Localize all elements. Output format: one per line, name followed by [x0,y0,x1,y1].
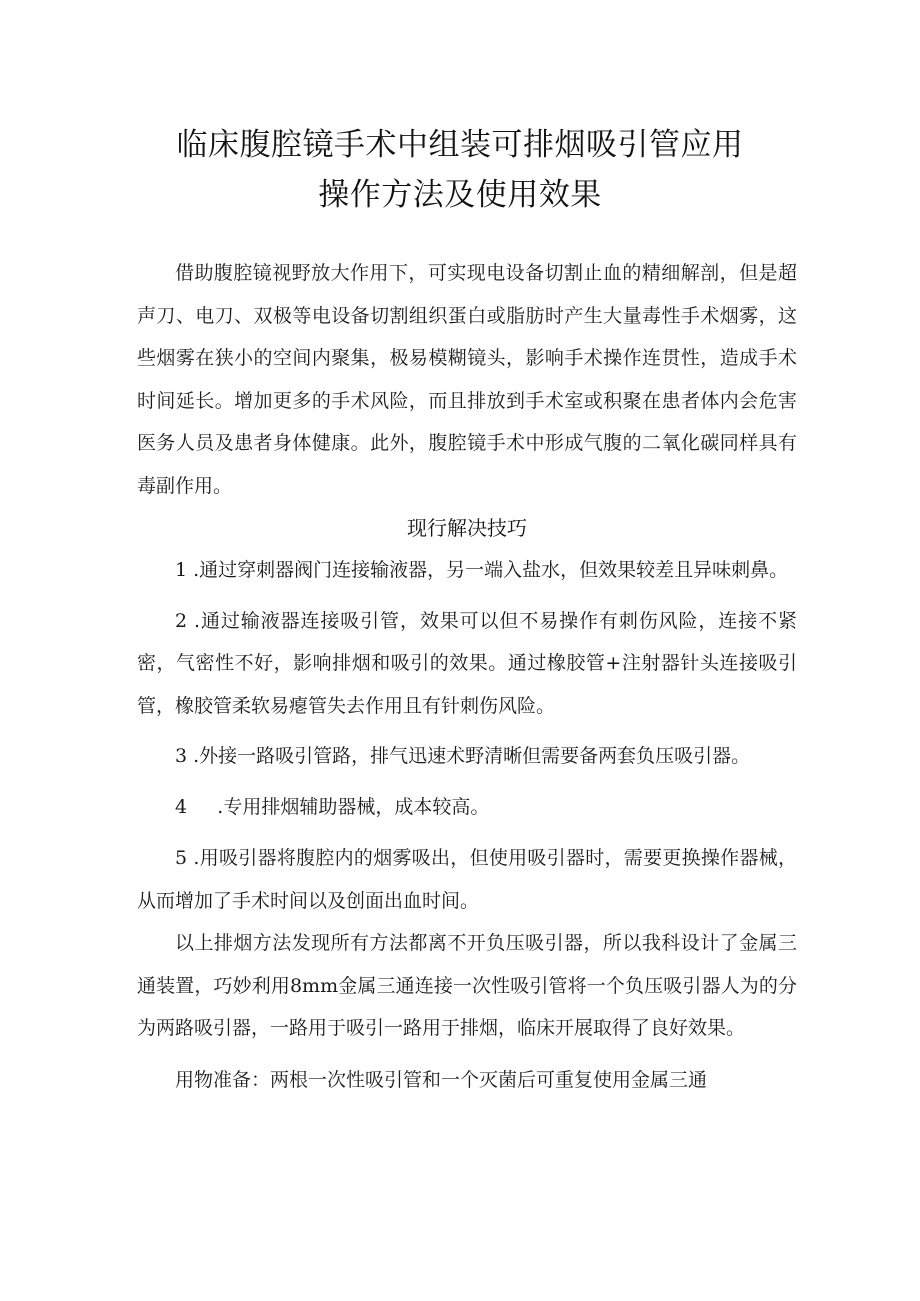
list-item-1: 1 .通过穿刺器阀门连接输液器，另一端入盐水，但效果较差且异味刺鼻。 [175,559,789,581]
materials-paragraph: 用物准备：两根一次性吸引管和一个灭菌后可重复使用金属三通 [175,1068,708,1091]
list-item-5: 5 .用吸引器将腹腔内的烟雾吸出，但使用吸引器时，需要更换操作器械，从而增加了手术时间以及创面出血时间。 [137,847,797,912]
section-heading: 现行解决技巧 [407,516,527,540]
intro-paragraph: 借助腹腔镜视野放大作用下，可实现电设备切割止血的精细解剖，但是超声刀、电刀、双极等电设备切割组织蛋白或脂肪时产生大量毒性手术烟雾，这些烟雾在狭小的空间内聚集，极易模糊镜头，影响手术操作连贯性，造成手术时间延长。增加更多的手术风险，而且排放到手术室或积聚在患者体内会危害医务人员及患者身体健康。此外，腹腔镜手术中形成气腹的二氧化碳同样具有毒副作用。 [137,262,797,497]
list-item-4: 4 .专用排烟辅助器械，成本较高。 [175,795,490,818]
list-item-2: 2 .通过输液器连接吸引管，效果可以但不易操作有刺伤风险，连接不紧密，气密性不好，影响排烟和吸引的效果。通过橡胶管+注射器针头连接吸引管，橡胶管柔软易瘪管失去作用且有针刺伤风险。 [137,609,797,717]
document-body [137,252,797,1101]
document-title-line2: 操作方法及使用效果 [318,177,602,213]
summary-paragraph: 以上排烟方法发现所有方法都离不开负压吸引器，所以我科设计了金属三通装置，巧妙利用8mm金属三通连接一次性吸引管将一个负压吸引器人为的分为两路吸引器，一路用于吸引一路用于排烟，临床开展取得了良好效果。 [137,932,797,1039]
document-title-line1: 临床腹腔镜手术中组装可排烟吸引管应用 [176,127,744,163]
list-item-3: 3 .外接一路吸引管路，排气迅速术野清晰但需要备两套负压吸引器。 [175,745,751,767]
